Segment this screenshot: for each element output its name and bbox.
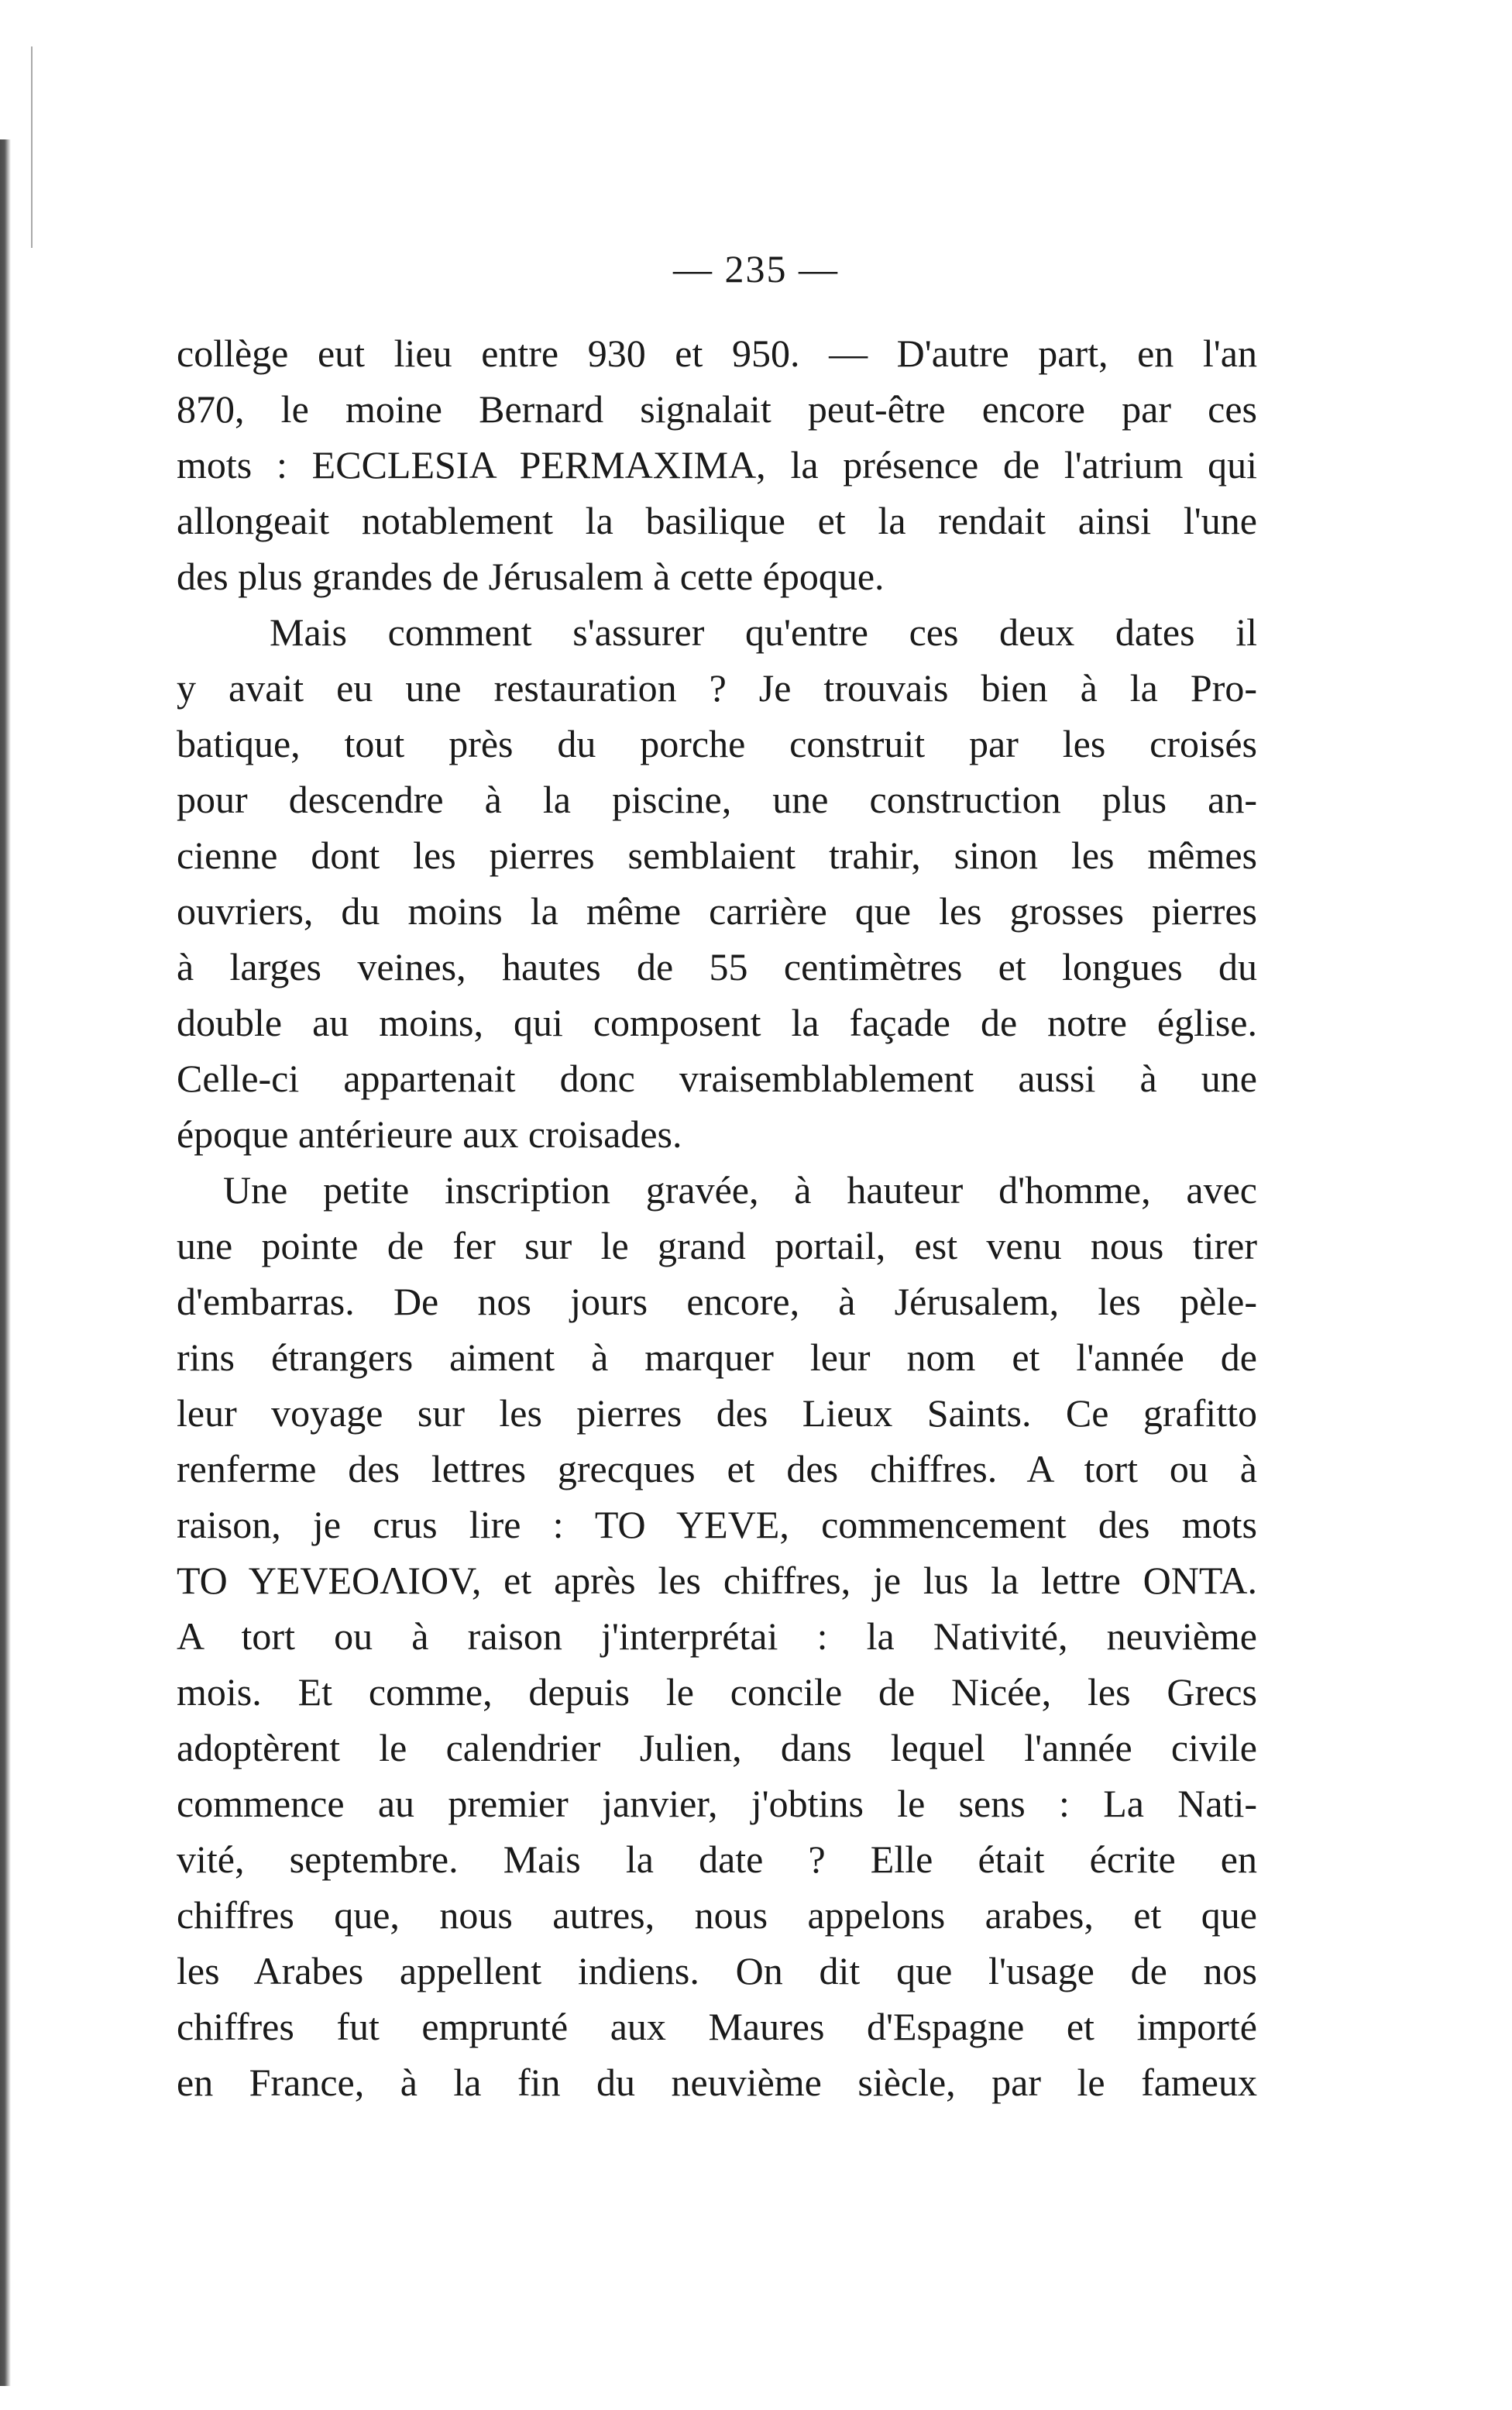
text-line: vité, septembre. Mais la date ? Elle était écrite en	[177, 1838, 1257, 1881]
text-line: commence au premier janvier, j'obtins le sens : La Nati-	[177, 1782, 1257, 1825]
body-text	[177, 325, 1257, 2110]
text-line: A tort ou à raison j'interprétai : la Nativité, neuvième	[177, 1614, 1257, 1658]
text-line: à larges veines, hautes de 55 centimètres et longues du	[177, 945, 1257, 988]
text-line: rins étrangers aiment à marquer leur nom et l'année de	[177, 1336, 1257, 1379]
text-line: double au moins, qui composent la façade de notre église.	[177, 1001, 1257, 1044]
text-line: collège eut lieu entre 930 et 950. — D'autre part, en l'an	[177, 332, 1257, 375]
text-line: chiffres fut emprunté aux Maures d'Espagne et importé	[177, 2005, 1257, 2048]
text-line: des plus grandes de Jérusalem à cette époque.	[177, 555, 885, 598]
scan-edge-line	[31, 46, 33, 248]
paragraph-start-line: Mais comment s'assurer qu'entre ces deux dates il	[270, 610, 1257, 654]
paragraph-start-line: Une petite inscription gravée, à hauteur d'homme, avec	[223, 1168, 1257, 1212]
text-line: pour descendre à la piscine, une construction plus an-	[177, 778, 1257, 821]
page-number: — 235 —	[673, 247, 839, 291]
text-line: leur voyage sur les pierres des Lieux Saints. Ce grafitto	[177, 1391, 1257, 1435]
text-line: cienne dont les pierres semblaient trahir, sinon les mêmes	[177, 834, 1257, 877]
text-line: chiffres que, nous autres, nous appelons arabes, et que	[177, 1893, 1257, 1937]
text-line: mois. Et comme, depuis le concile de Nicée, les Grecs	[177, 1670, 1257, 1714]
text-line: d'embarras. De nos jours encore, à Jérusalem, les pèle-	[177, 1280, 1257, 1323]
text-line: adoptèrent le calendrier Julien, dans lequel l'année civile	[177, 1726, 1257, 1769]
scan-edge-shadow	[0, 139, 11, 2386]
text-line: les Arabes appellent indiens. On dit que l'usage de nos	[177, 1949, 1257, 1992]
text-line: mots : ECCLESIA PERMAXIMA, la présence de l'atrium qui	[177, 443, 1257, 486]
text-line: une pointe de fer sur le grand portail, est venu nous tirer	[177, 1224, 1257, 1267]
text-line: batique, tout près du porche construit par les croisés	[177, 722, 1257, 765]
text-line: ouvriers, du moins la même carrière que les grosses pierres	[177, 889, 1257, 933]
text-line: renferme des lettres grecques et des chiffres. A tort ou à	[177, 1447, 1257, 1490]
text-line: en France, à la fin du neuvième siècle, par le fameux	[177, 2061, 1257, 2104]
text-line: y avait eu une restauration ? Je trouvais bien à la Pro-	[177, 666, 1257, 710]
text-line: allongeait notablement la basilique et la rendait ainsi l'une	[177, 499, 1257, 542]
text-line: TO YEVEOΛΙΟV, et après les chiffres, je lus la lettre ONTA.	[177, 1559, 1257, 1602]
text-line: époque antérieure aux croisades.	[177, 1112, 682, 1156]
text-line: Celle-ci appartenait donc vraisemblablement aussi à une	[177, 1057, 1257, 1100]
text-line: raison, je crus lire : TO YEVE, commencement des mots	[177, 1503, 1257, 1546]
text-line: 870, le moine Bernard signalait peut-être encore par ces	[177, 387, 1257, 431]
